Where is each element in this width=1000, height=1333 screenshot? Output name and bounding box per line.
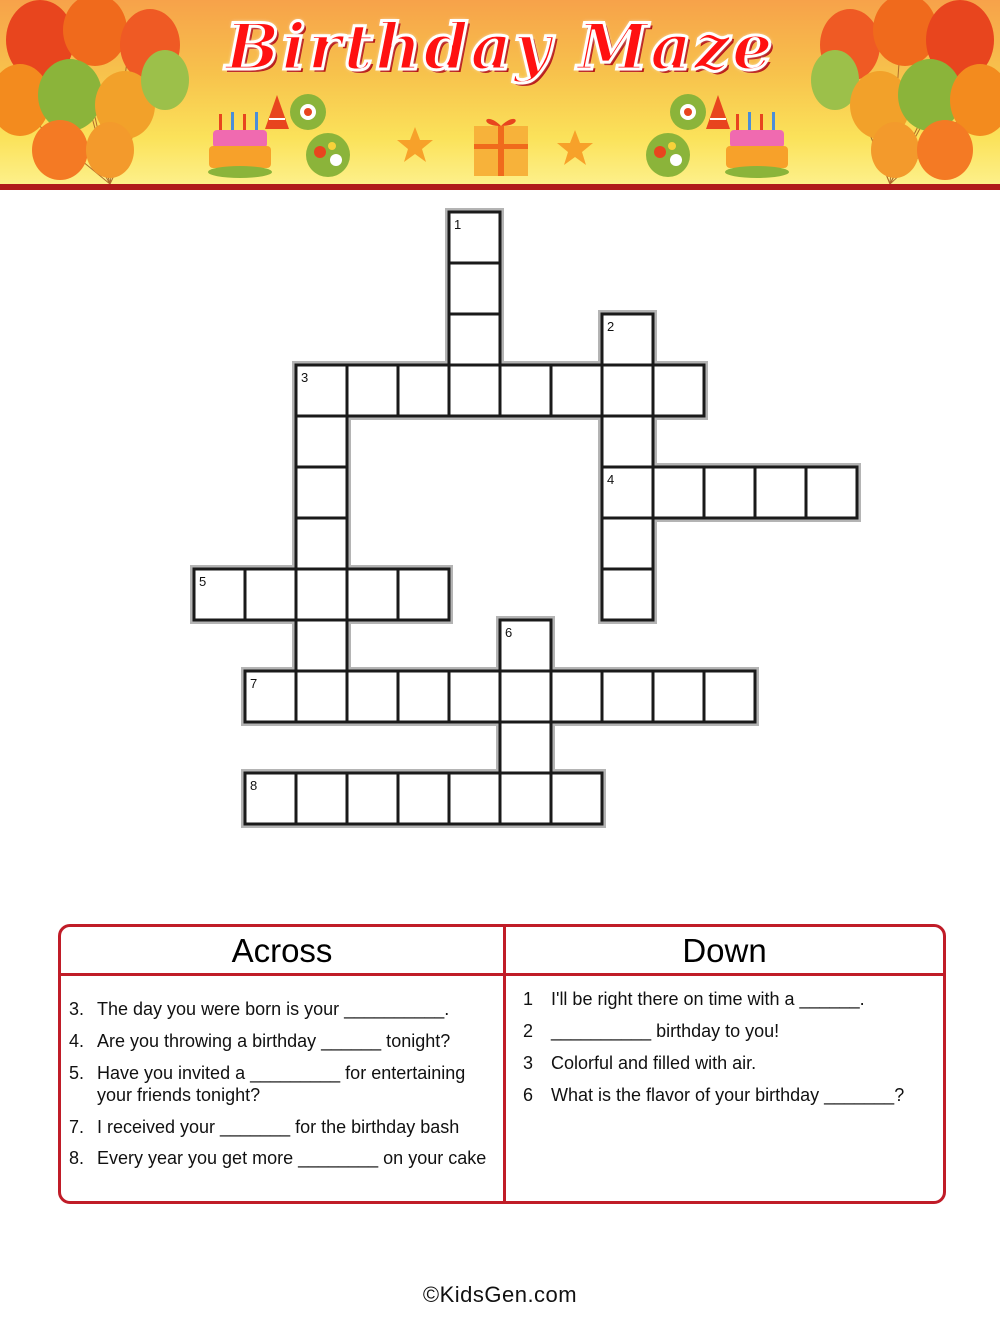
crossword-cell[interactable] [755, 467, 806, 518]
crossword-cell[interactable] [296, 416, 347, 467]
crossword-cell[interactable] [602, 569, 653, 620]
crossword-cell[interactable] [551, 671, 602, 722]
crossword-cell[interactable] [347, 671, 398, 722]
crossword-cell[interactable] [653, 467, 704, 518]
crossword-cell[interactable] [347, 569, 398, 620]
down-heading: Down [682, 932, 767, 969]
crossword-cell[interactable] [347, 365, 398, 416]
cell-number: 4 [607, 472, 615, 487]
crossword-cell[interactable] [449, 263, 500, 314]
cell-number: 7 [250, 676, 258, 691]
crossword-cell[interactable] [296, 671, 347, 722]
crossword-cell[interactable] [296, 773, 347, 824]
clues-panel [58, 924, 946, 1204]
crossword-cell[interactable] [500, 671, 551, 722]
clue-text: __________ birthday to you! [551, 1021, 780, 1041]
across-clue [69, 1116, 489, 1138]
crossword-cell[interactable] [296, 620, 347, 671]
down-clue [523, 1084, 933, 1106]
clue-text: I'll be right there on time with a ______. [551, 989, 865, 1009]
crossword-cell[interactable] [602, 416, 653, 467]
clue-number: 5. [69, 1063, 85, 1083]
crossword-cell[interactable] [704, 671, 755, 722]
across-clue [69, 1062, 489, 1106]
crossword-cell[interactable] [296, 467, 347, 518]
page-title: Birthday Maze [225, 10, 775, 85]
cell-number: 8 [250, 778, 258, 793]
across-clue-list [69, 998, 489, 1172]
clue-text: The day you were born is your __________. [97, 999, 450, 1019]
crossword-cell[interactable] [449, 314, 500, 365]
clue-number: 6 [523, 1085, 534, 1105]
down-clue [523, 1020, 933, 1042]
clue-text: Colorful and filled with air. [551, 1053, 757, 1073]
clue-number: 2 [523, 1021, 534, 1041]
crossword-cell[interactable] [653, 365, 704, 416]
cell-number: 2 [607, 319, 615, 334]
cell-number: 3 [301, 370, 309, 385]
clue-number: 3 [523, 1053, 534, 1073]
down-clue [523, 988, 933, 1010]
crossword-cell[interactable] [806, 467, 857, 518]
across-clue [69, 1144, 489, 1172]
cell-number: 5 [199, 574, 207, 589]
across-clue [69, 1030, 489, 1052]
cell-number: 1 [454, 217, 462, 232]
crossword-cell[interactable] [500, 773, 551, 824]
crossword-cell[interactable] [551, 365, 602, 416]
crossword-cell[interactable] [602, 671, 653, 722]
crossword-cell[interactable] [449, 671, 500, 722]
copyright-text: ©KidsGen.com [422, 1282, 578, 1307]
crossword-cell[interactable] [296, 518, 347, 569]
crossword-cell[interactable] [398, 671, 449, 722]
clue-number: 1 [523, 989, 534, 1009]
clue-text: Every year you get more ________ on your cake [97, 1148, 487, 1168]
clue-text: Are you throwing a birthday ______ tonight? [97, 1031, 451, 1051]
clue-number: 8. [69, 1148, 85, 1168]
crossword-cell[interactable] [449, 365, 500, 416]
across-heading: Across [231, 932, 333, 969]
header-divider [61, 973, 943, 976]
crossword-cell[interactable] [449, 773, 500, 824]
crossword-cell[interactable] [704, 467, 755, 518]
down-clue-list [523, 988, 933, 1116]
crossword-cell[interactable] [245, 569, 296, 620]
crossword-cell[interactable] [653, 671, 704, 722]
clue-text: What is the flavor of your birthday _______? [551, 1085, 905, 1105]
clue-text: Have you invited a _________ for entertaining your friends tonight? [97, 1063, 466, 1105]
clue-text: I received your _______ for the birthday bash [97, 1117, 460, 1137]
crossword-cell[interactable] [296, 569, 347, 620]
crossword-cell[interactable] [551, 773, 602, 824]
crossword-cell[interactable] [398, 365, 449, 416]
clue-number: 7. [69, 1117, 85, 1137]
crossword-cell[interactable] [347, 773, 398, 824]
across-clue [69, 998, 489, 1020]
cell-number: 6 [505, 625, 513, 640]
crossword-cell[interactable] [602, 518, 653, 569]
clue-number: 4. [69, 1031, 85, 1051]
down-clue [523, 1052, 933, 1074]
clue-number: 3. [69, 999, 85, 1019]
crossword-cell[interactable] [500, 722, 551, 773]
crossword-cell[interactable] [398, 773, 449, 824]
crossword-cell[interactable] [500, 365, 551, 416]
crossword-cell[interactable] [398, 569, 449, 620]
crossword-cell[interactable] [602, 365, 653, 416]
